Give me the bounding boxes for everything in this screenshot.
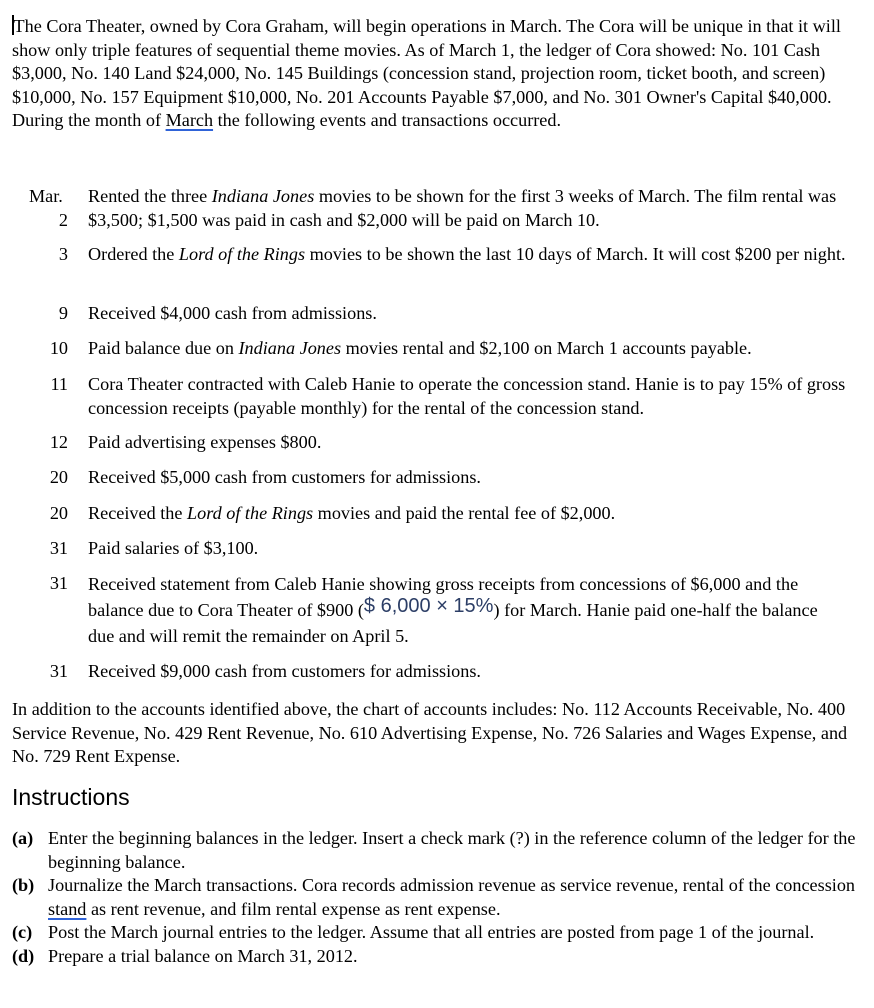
- transaction-text: Ordered the Lord of the Rings movies to be shown the last 10 days of March. It will cost $200 per night.: [88, 244, 846, 264]
- instruction-label: (a): [12, 828, 34, 848]
- instruction-text: Enter the beginning balances in the ledger. Insert a check mark (?) in the reference column of the ledger for the beginning balance.: [48, 828, 856, 872]
- formula-image: $ 6,000 × 15%: [363, 595, 494, 617]
- transaction-day: 11: [50, 374, 68, 394]
- instruction-text: Journalize the March transactions. Cora records admission revenue as service revenue, rental of the concession stand as rent revenue, and film rental expense as rent expense.: [48, 875, 856, 919]
- intro-paragraph: The Cora Theater, owned by Cora Graham, will begin operations in March. The Cora will be unique in that it will show only triple features of sequential theme movies. As of March 1, the ledger of Cora showed: No. 101 Cash $3,000, No. 140 Land $24,000, No. 145 Buildings (concession stand, projection room, ticket booth, and screen) $10,000, No. 157 Equipment $10,000, No. 201 Accounts Payable $7,000, and No. 301 Owner's Capital $40,000. During the month of March the following events and transactions occurred.: [12, 16, 841, 130]
- instruction-text: Post the March journal entries to the ledger. Assume that all entries are posted from page 1 of the journal.: [48, 922, 815, 942]
- transaction-text: Paid advertising expenses $800.: [88, 432, 322, 452]
- transaction-text: Received $4,000 cash from admissions.: [88, 303, 377, 323]
- transaction-text: Received the Lord of the Rings movies and paid the rental fee of $2,000.: [88, 503, 616, 523]
- transaction-day: 3: [58, 244, 68, 264]
- month-label: Mar.: [29, 186, 63, 206]
- transaction-day: 2: [58, 210, 68, 230]
- instruction-item-b: [12, 874, 862, 921]
- instruction-item-d: [12, 945, 862, 969]
- instruction-item-c: [12, 921, 862, 945]
- transaction-day: 31: [49, 538, 68, 558]
- transaction-text: Received $9,000 cash from customers for admissions.: [88, 661, 481, 681]
- transaction-day: 31: [49, 573, 68, 593]
- instruction-label: (d): [12, 945, 35, 966]
- instruction-label: (c): [12, 922, 33, 942]
- spellcheck-flagged-word[interactable]: stand: [48, 898, 87, 919]
- transaction-text: Cora Theater contracted with Caleb Hanie to operate the concession stand. Hanie is to pay 15% of gross concession receipts (payable monthly) for the rental of the concession stand.: [88, 374, 846, 418]
- transaction-text: Rented the three Indiana Jones movies to be shown for the first 3 weeks of March. The film rental was $3,500; $1,500 was paid in cash and $2,000 will be paid on March 10.: [88, 186, 837, 230]
- instruction-text: Prepare a trial balance on March 31, 2012.: [48, 945, 358, 966]
- instructions-heading: Instructions: [12, 784, 130, 810]
- instruction-item-a: [12, 827, 862, 874]
- transaction-day: 20: [49, 503, 68, 523]
- spellcheck-flagged-word[interactable]: March: [165, 110, 214, 130]
- instruction-label: (b): [12, 875, 35, 895]
- chart-of-accounts-paragraph: In addition to the accounts identified above, the chart of accounts includes: No. 112 Accounts Receivable, No. 400 Service Revenue, No. 429 Rent Revenue, No. 610 Advertising Expense, No. 726 Salaries and Wages Expense, and No. 729 Rent Expense.: [12, 699, 848, 766]
- transaction-text: Received statement from Caleb Hanie showing gross receipts from concessions of $6,000 and the balance due to Cora Theater of $900 ($ 6,000 × 15%) for March. Hanie paid one-half the balance due and will remit the remainder on April 5.: [88, 574, 818, 646]
- transaction-day: 20: [49, 467, 68, 487]
- transaction-day: 31: [49, 661, 68, 681]
- transaction-text: Received $5,000 cash from customers for admissions.: [88, 467, 481, 487]
- transaction-day: 12: [49, 432, 68, 452]
- transaction-day: 9: [58, 303, 68, 323]
- transaction-day: 10: [49, 338, 68, 358]
- instructions-list: [12, 827, 862, 968]
- transaction-text: Paid balance due on Indiana Jones movies rental and $2,100 on March 1 accounts payable.: [88, 338, 752, 358]
- transaction-text: Paid salaries of $3,100.: [88, 538, 259, 558]
